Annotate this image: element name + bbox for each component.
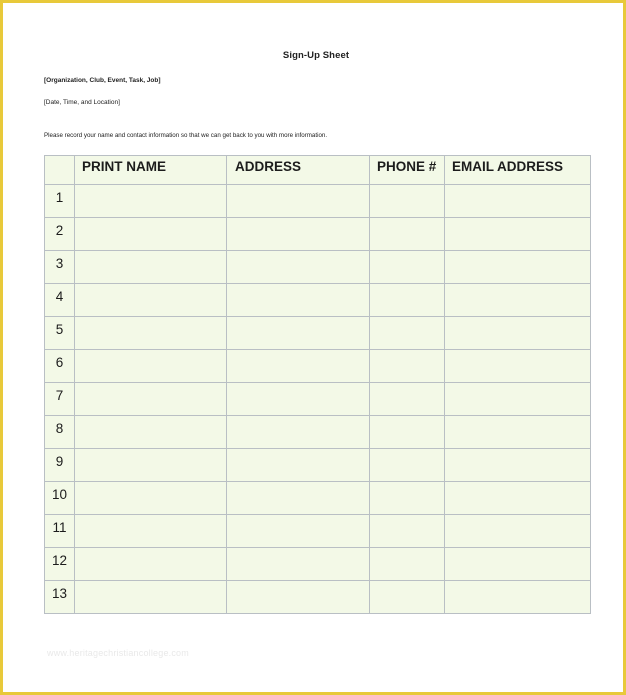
- sheet-title: Sign-Up Sheet: [282, 50, 350, 61]
- print-name-cell[interactable]: [75, 350, 227, 383]
- header-number: [45, 156, 75, 185]
- watermark: www.heritagechristiancollege.com: [47, 648, 189, 658]
- email-cell[interactable]: [445, 515, 591, 548]
- table-row: [45, 284, 591, 317]
- date-time-location-placeholder[interactable]: [Date, Time, and Location]: [44, 99, 120, 106]
- phone-cell[interactable]: [370, 317, 445, 350]
- phone-cell[interactable]: [370, 284, 445, 317]
- row-number: 3: [45, 251, 75, 284]
- phone-cell[interactable]: [370, 449, 445, 482]
- phone-cell[interactable]: [370, 218, 445, 251]
- email-cell[interactable]: [445, 350, 591, 383]
- row-number: 11: [45, 515, 75, 548]
- phone-cell[interactable]: [370, 383, 445, 416]
- print-name-cell[interactable]: [75, 482, 227, 515]
- email-cell[interactable]: [445, 581, 591, 614]
- row-number: 6: [45, 350, 75, 383]
- table-row: [45, 581, 591, 614]
- header-row: [45, 156, 591, 185]
- table-row: [45, 383, 591, 416]
- email-cell[interactable]: [445, 449, 591, 482]
- instructions-text: Please record your name and contact information so that we can get back to you with more information.: [44, 132, 328, 139]
- email-cell[interactable]: [445, 383, 591, 416]
- print-name-cell[interactable]: [75, 218, 227, 251]
- print-name-cell[interactable]: [75, 416, 227, 449]
- header-print-name: PRINT NAME: [75, 156, 227, 185]
- address-cell[interactable]: [227, 482, 370, 515]
- row-number: 1: [45, 185, 75, 218]
- row-number: 10: [45, 482, 75, 515]
- address-cell[interactable]: [227, 383, 370, 416]
- email-cell[interactable]: [445, 185, 591, 218]
- header-email-address: EMAIL ADDRESS: [445, 156, 591, 185]
- address-cell[interactable]: [227, 350, 370, 383]
- print-name-cell[interactable]: [75, 581, 227, 614]
- header-address: ADDRESS: [227, 156, 370, 185]
- table-row: [45, 416, 591, 449]
- phone-cell[interactable]: [370, 350, 445, 383]
- phone-cell[interactable]: [370, 251, 445, 284]
- address-cell[interactable]: [227, 251, 370, 284]
- address-cell[interactable]: [227, 284, 370, 317]
- signup-table: [44, 155, 591, 614]
- print-name-cell[interactable]: [75, 383, 227, 416]
- address-cell[interactable]: [227, 317, 370, 350]
- table-row: [45, 317, 591, 350]
- email-cell[interactable]: [445, 416, 591, 449]
- phone-cell[interactable]: [370, 581, 445, 614]
- table-row: [45, 482, 591, 515]
- address-cell[interactable]: [227, 449, 370, 482]
- print-name-cell[interactable]: [75, 515, 227, 548]
- phone-cell[interactable]: [370, 185, 445, 218]
- print-name-cell[interactable]: [75, 284, 227, 317]
- print-name-cell[interactable]: [75, 548, 227, 581]
- organization-placeholder[interactable]: [Organization, Club, Event, Task, Job]: [44, 77, 161, 84]
- row-number: 9: [45, 449, 75, 482]
- header-phone: PHONE #: [370, 156, 445, 185]
- email-cell[interactable]: [445, 482, 591, 515]
- address-cell[interactable]: [227, 416, 370, 449]
- phone-cell[interactable]: [370, 548, 445, 581]
- phone-cell[interactable]: [370, 515, 445, 548]
- address-cell[interactable]: [227, 185, 370, 218]
- row-number: 5: [45, 317, 75, 350]
- table-row: [45, 350, 591, 383]
- row-number: 7: [45, 383, 75, 416]
- address-cell[interactable]: [227, 515, 370, 548]
- table-row: [45, 548, 591, 581]
- table-row: [45, 515, 591, 548]
- row-number: 4: [45, 284, 75, 317]
- table-row: [45, 218, 591, 251]
- print-name-cell[interactable]: [75, 185, 227, 218]
- address-cell[interactable]: [227, 548, 370, 581]
- table-row: [45, 185, 591, 218]
- row-number: 12: [45, 548, 75, 581]
- phone-cell[interactable]: [370, 482, 445, 515]
- address-cell[interactable]: [227, 218, 370, 251]
- row-number: 8: [45, 416, 75, 449]
- email-cell[interactable]: [445, 218, 591, 251]
- email-cell[interactable]: [445, 251, 591, 284]
- email-cell[interactable]: [445, 284, 591, 317]
- email-cell[interactable]: [445, 317, 591, 350]
- row-number: 2: [45, 218, 75, 251]
- print-name-cell[interactable]: [75, 317, 227, 350]
- address-cell[interactable]: [227, 581, 370, 614]
- print-name-cell[interactable]: [75, 449, 227, 482]
- phone-cell[interactable]: [370, 416, 445, 449]
- email-cell[interactable]: [445, 548, 591, 581]
- table-row: [45, 251, 591, 284]
- table-row: [45, 449, 591, 482]
- row-number: 13: [45, 581, 75, 614]
- print-name-cell[interactable]: [75, 251, 227, 284]
